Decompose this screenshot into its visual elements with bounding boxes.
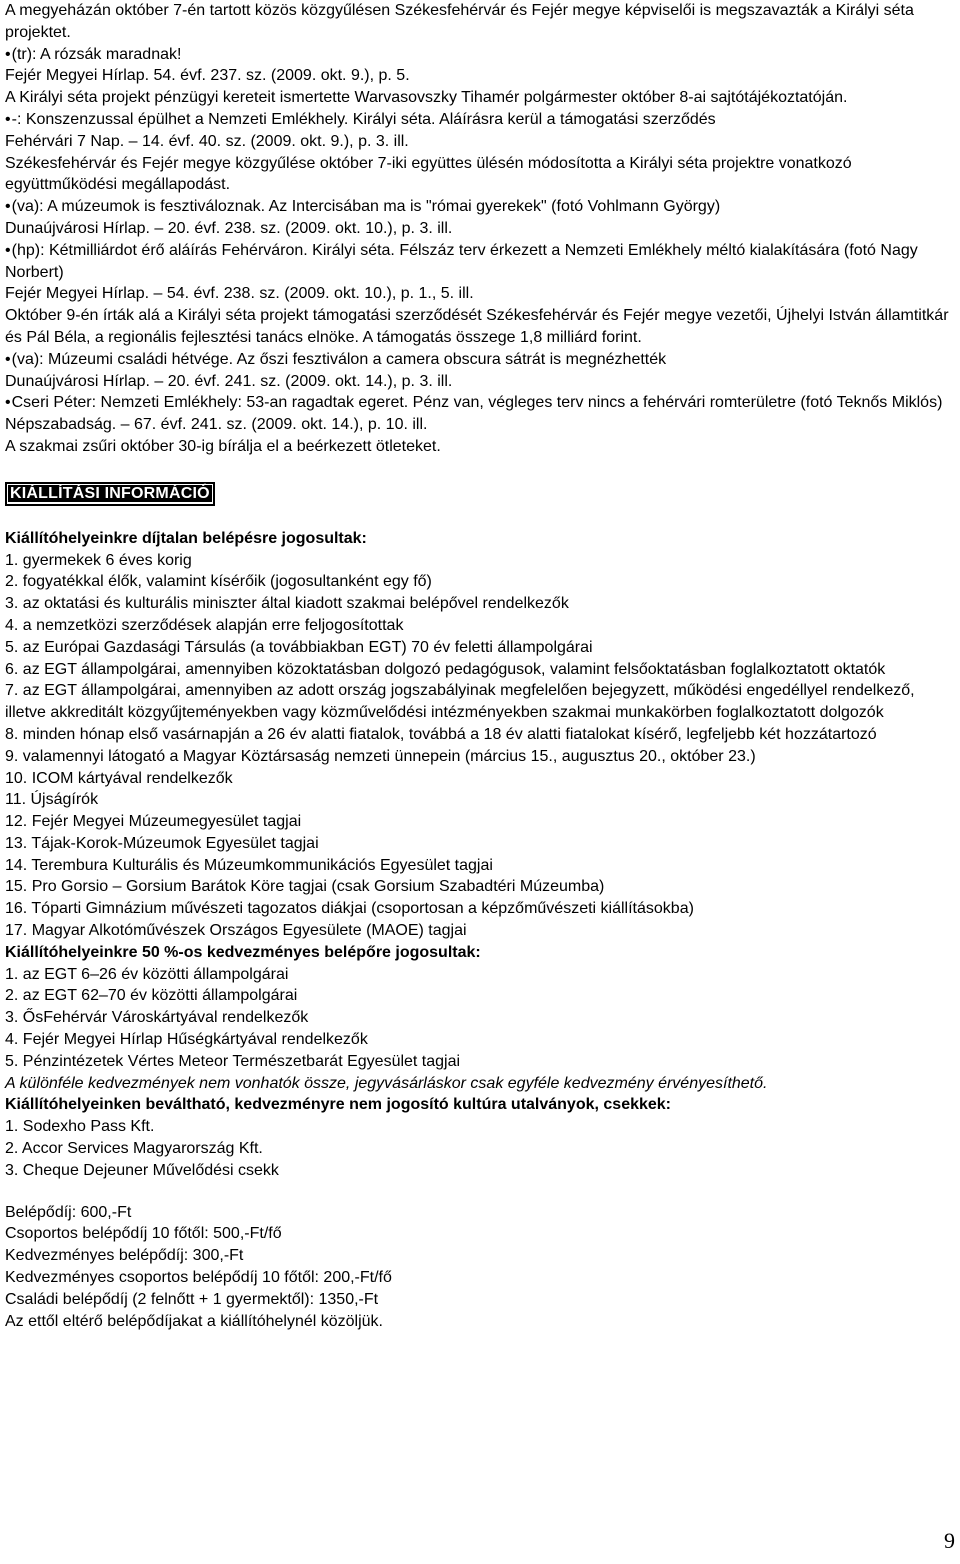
page-number: 9 [944,1528,955,1553]
discount-title: Kiállítóhelyeinkre 50 %-os kedvezményes belépőre jogosultak: [5,943,481,961]
news-paragraph: A szakmai zsűri október 30-ig bírálja el a beérkezett ötleteket. [5,437,441,455]
news-headline: • (va): A múzeumok is fesztiváloznak. Az Intercisában ma is "római gyerekek" (fotó Vohlmann György) [5,196,953,218]
list-item: 16. Tóparti Gimnázium művészeti tagozatos diákjai (csoportosan a képzőművészeti kiállításokba) [5,900,694,918]
news-paragraph: Október 9-én írták alá a Királyi séta projekt támogatási szerződését Székesfehérvár és Fejér megye vezetői, Újhelyi István államtitkár és Pál Béla, a regionális fejlesztési tanács elnöke. A támogatás összege 1,8 milliárd forint. [5,307,949,346]
news-citation: Dunaújvárosi Hírlap. – 20. évf. 238. sz. (2009. okt. 10.), p. 3. ill. [5,219,453,237]
list-item: 14. Terembura Kulturális és Múzeumkommunikációs Egyesület tagjai [5,856,493,874]
list-item: 7. az EGT állampolgárai, amennyiben az adott ország jogszabályinak megfelelően bejegyzett, működési engedéllyel rendelkező, illetve akkreditált közgyűjteményekben vagy közművelődési intézményekben szakmai munkakörben foglalkoztatott dolgozók [5,682,915,722]
list-item: 3. ŐsFehérvár Városkártyával rendelkezők [5,1009,309,1027]
news-paragraph: Székesfehérvár és Fejér megye közgyűlése október 7-iki együttes ülésén módosította a Királyi séta projektre vonatkozó együttműködési megállapodást. [5,154,852,194]
news-headline: • (va): Múzeumi családi hétvége. Az őszi fesztiválon a camera obscura sátrát is megnézhették [5,349,953,371]
price-item: Az ettől eltérő belépődíjakat a kiállítóhelynél közöljük. [5,1312,383,1330]
news-headline: • -: Konszenzussal épülhet a Nemzeti Emlékhely. Királyi séta. Aláírásra kerül a támogatási szerződés [5,109,953,131]
list-item: 17. Magyar Alkotóművészek Országos Egyesülete (MAOE) tagjai [5,922,467,940]
voucher-title: Kiállítóhelyeinken beváltható, kedvezményre nem jogosító kultúra utalványok, csekkek: [5,1096,672,1114]
document-body [5,0,953,1332]
discount-list [5,964,953,1073]
news-paragraph: A Királyi séta projekt pénzügyi kereteit ismertette Warvasovszky Tihamér polgármester október 8-ai sajtótájékoztatóján. [5,89,848,107]
list-item: 1. Sodexho Pass Kft. [5,1118,155,1136]
list-item: 8. minden hónap első vasárnapján a 26 év alatti fiatalok, továbbá a 18 év alatti fiatalokat kísérő, legfeljebb két hozzátartozó [5,725,877,743]
free-entry-list [5,550,953,942]
section-heading [5,482,215,506]
list-item: 2. fogyatékkal élők, valamint kísérőik (jogosultanként egy fő) [5,573,432,591]
list-item: 10. ICOM kártyával rendelkezők [5,769,233,787]
news-citation: Fejér Megyei Hírlap. – 54. évf. 238. sz. (2009. okt. 10.), p. 1., 5. ill. [5,285,474,303]
price-item: Családi belépődíj (2 felnőtt + 1 gyermektől): 1350,-Ft [5,1290,379,1308]
list-item: 1. az EGT 6–26 év közötti állampolgárai [5,965,289,983]
news-headline: • Cseri Péter: Nemzeti Emlékhely: 53-an ragadtak egeret. Pénz van, végleges terv nincs a fehérvári romterületre (fotó Teknős Miklós) [5,392,953,414]
list-item: 15. Pro Gorsio – Gorsium Barátok Köre tagjai (csak Gorsium Szabadtéri Múzeumba) [5,878,605,896]
news-headline: • (tr): A rózsák maradnak! [5,44,953,66]
news-headline: • (hp): Kétmilliárdot érő aláírás Fehérváron. Királyi séta. Félszáz terv érkezett a Nemzeti Emlékhely méltó kialakítására (fotó Nagy Norbert) [5,240,953,284]
price-item: Kedvezményes belépődíj: 300,-Ft [5,1247,244,1265]
voucher-list [5,1116,953,1181]
free-entry-title: Kiállítóhelyeinkre díjtalan belépésre jogosultak: [5,529,367,547]
spacer [5,1182,953,1202]
list-item: 4. Fejér Megyei Hírlap Hűségkártyával rendelkezők [5,1031,368,1049]
news-section [5,0,953,458]
list-item: 11. Újságírók [5,791,99,809]
discount-note: A különféle kedvezmények nem vonhatók össze, jegyvásárláskor csak egyféle kedvezmény érvényesíthető. [5,1074,768,1092]
list-item: 9. valamennyi látogató a Magyar Köztársaság nemzeti ünnepein (március 15., augusztus 20., október 23.) [5,747,756,765]
list-item: 1. gyermekek 6 éves korig [5,551,192,569]
list-item: 5. Pénzintézetek Vértes Meteor Természetbarát Egyesület tagjai [5,1052,461,1070]
list-item: 3. az oktatási és kulturális miniszter által kiadott szakmai belépővel rendelkezők [5,595,569,613]
price-list [5,1202,953,1333]
price-item: Kedvezményes csoportos belépődíj 10 főtől: 200,-Ft/fő [5,1269,392,1287]
news-citation: Dunaújvárosi Hírlap. – 20. évf. 241. sz. (2009. okt. 14.), p. 3. ill. [5,372,453,390]
list-item: 6. az EGT állampolgárai, amennyiben közoktatásban dolgozó pedagógusok, valamint felsőoktatásban foglalkoztatott oktatók [5,660,886,678]
section-heading-text: KIÁLLÍTÁSI INFORMÁCIÓ [10,484,210,502]
list-item: 2. az EGT 62–70 év közötti állampolgárai [5,987,298,1005]
list-item: 3. Cheque Dejeuner Művelődési csekk [5,1161,279,1179]
list-item: 5. az Európai Gazdasági Társulás (a továbbiakban EGT) 70 év feletti állampolgárai [5,638,593,656]
list-item: 12. Fejér Megyei Múzeumegyesület tagjai [5,813,302,831]
news-citation: Népszabadság. – 67. évf. 241. sz. (2009. okt. 14.), p. 10. ill. [5,416,428,434]
news-citation: Fejér Megyei Hírlap. 54. évf. 237. sz. (2009. okt. 9.), p. 5. [5,67,410,85]
price-item: Belépődíj: 600,-Ft [5,1203,132,1221]
list-item: 4. a nemzetközi szerződések alapján erre feljogosítottak [5,616,404,634]
news-citation: Fehérvári 7 Nap. – 14. évf. 40. sz. (2009. okt. 9.), p. 3. ill. [5,132,409,150]
news-paragraph: A megyeházán október 7-én tartott közös közgyűlésen Székesfehérvár és Fejér megye képviselői is megszavazták a Királyi séta projektet. [5,2,914,41]
list-item: 13. Tájak-Korok-Múzeumok Egyesület tagjai [5,834,319,852]
price-item: Csoportos belépődíj 10 főtől: 500,-Ft/fő [5,1225,282,1243]
list-item: 2. Accor Services Magyarország Kft. [5,1140,263,1158]
